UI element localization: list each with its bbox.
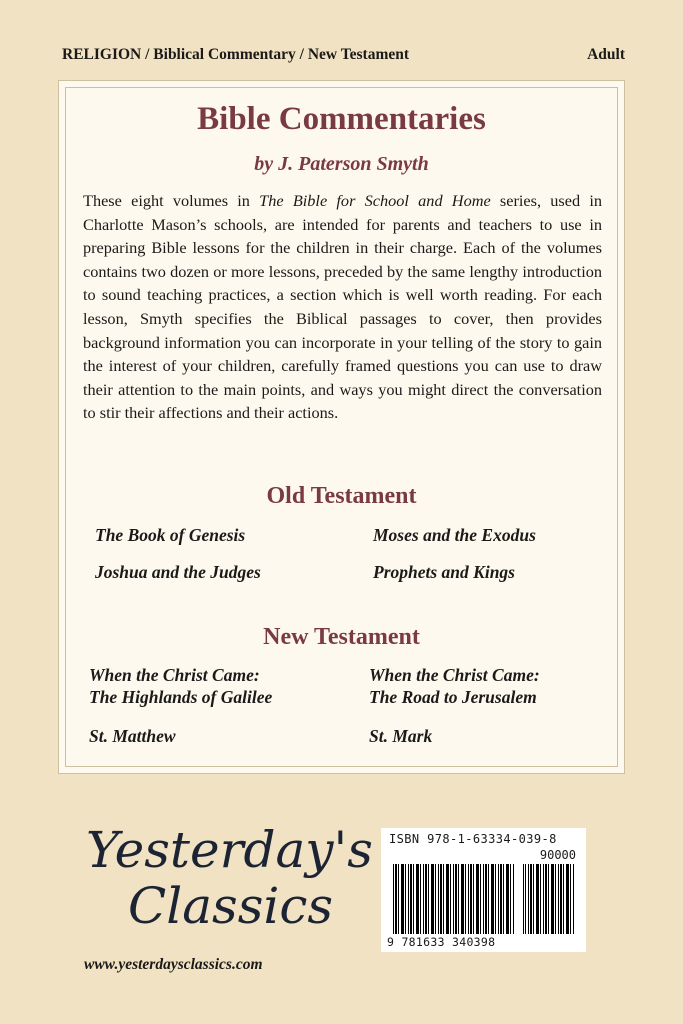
volume-prophets: Prophets and Kings bbox=[373, 562, 515, 582]
volume-galilee-line2: The Highlands of Galilee bbox=[89, 687, 273, 707]
category-line bbox=[62, 46, 625, 64]
volume-jerusalem-line2: The Road to Jerusalem bbox=[369, 687, 537, 707]
volume-jerusalem-line1: When the Christ Came: bbox=[369, 665, 540, 685]
category-text: RELIGION / Biblical Commentary / New Testament bbox=[62, 46, 410, 63]
barcode-number: 9 781633 340398 bbox=[387, 935, 496, 949]
volume-galilee-line1: When the Christ Came: bbox=[89, 665, 260, 685]
volume-matthew: St. Matthew bbox=[89, 726, 176, 746]
description-part1: These eight volumes in bbox=[83, 191, 260, 210]
publisher-logo-line2: Classics bbox=[128, 877, 334, 935]
book-title: Bible Commentaries bbox=[197, 101, 486, 137]
volume-galilee bbox=[89, 664, 272, 708]
series-title: The Bible for School and Home bbox=[259, 191, 491, 210]
new-testament-heading: New Testament bbox=[263, 624, 420, 650]
price-code: 90000 bbox=[539, 848, 576, 862]
old-testament-heading: Old Testament bbox=[266, 483, 417, 509]
description-panel bbox=[58, 80, 625, 774]
isbn-barcode bbox=[381, 828, 586, 952]
isbn-label: ISBN 978-1-63334-039-8 bbox=[389, 832, 557, 846]
book-author: by J. Paterson Smyth bbox=[254, 153, 429, 175]
volume-exodus: Moses and the Exodus bbox=[373, 525, 536, 545]
barcode-bars bbox=[393, 864, 575, 934]
audience-text: Adult bbox=[587, 46, 625, 63]
description-part2: series, used in Charlotte Mason’s schools, are intended for parents and teachers to use in preparing Bible lessons for the children in their charge. Each of the volumes contains two dozen or more lessons, preceded by the same lengthy introduction to sound teaching practices, a section which is well worth reading. For each lesson, Smyth specifies the Biblical passages to cover, then provides background information you can incorporate in your telling of the story to gain the interest of your children, carefully framed questions you can use to draw their attention to the main points, and ways you might direct the conversation to stir their affections and their actions. bbox=[83, 191, 603, 423]
publisher-logo-line1: Yesterday's bbox=[86, 821, 373, 879]
publisher-url[interactable]: www.yesterdaysclassics.com bbox=[84, 956, 263, 973]
volume-jerusalem bbox=[369, 664, 540, 708]
volume-joshua: Joshua and the Judges bbox=[95, 562, 261, 582]
publisher-logo bbox=[86, 822, 373, 934]
volume-genesis: The Book of Genesis bbox=[95, 525, 246, 545]
book-description bbox=[83, 189, 602, 425]
volume-mark: St. Mark bbox=[369, 726, 433, 746]
